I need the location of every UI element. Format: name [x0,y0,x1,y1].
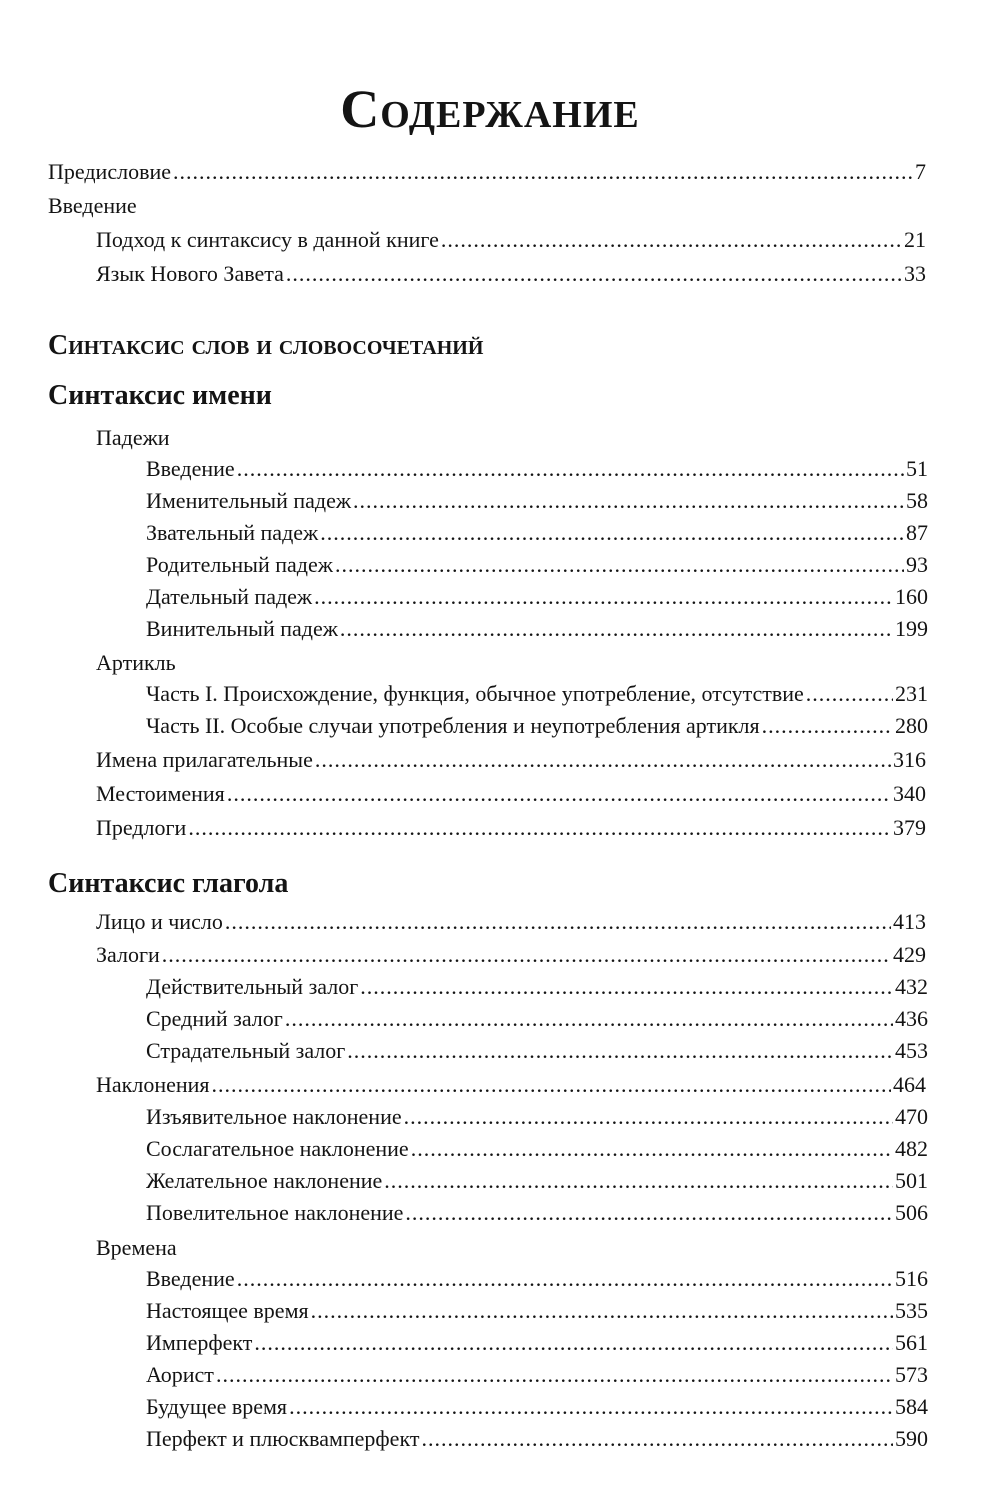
dot-leader [411,1135,893,1163]
toc-entry-article-part1[interactable] [146,680,928,708]
toc-page-number: 561 [895,1330,928,1355]
toc-entry-label: Наклонения [96,1072,210,1097]
dot-leader [405,1199,893,1227]
toc-entry-imperative[interactable] [146,1199,928,1227]
toc-entry-label: Дательный падеж [146,584,313,609]
dot-leader [227,780,891,808]
part-heading: Синтаксис слов и словосочетаний [48,330,484,361]
dot-leader [285,1005,893,1033]
toc-entry-subjunctive[interactable] [146,1135,928,1163]
dot-leader [289,1393,893,1421]
dot-leader [421,1425,893,1453]
dot-leader [225,908,891,936]
dot-leader [188,814,891,842]
dot-leader [762,712,893,740]
dot-leader [315,746,891,774]
toc-entry-moods[interactable] [96,1071,926,1099]
toc-page-number: 432 [895,974,928,999]
dot-leader [212,1071,891,1099]
toc-entry-label: Предисловие [48,159,171,184]
toc-page-number: 51 [906,456,928,481]
section-heading-nouns: Синтаксис имени [48,380,272,411]
toc-entry-label: Страдательный залог [146,1038,346,1063]
dot-leader [162,941,891,969]
toc-entry-dative[interactable] [146,583,928,611]
dot-leader [320,519,904,547]
toc-page-number: 413 [893,909,926,934]
toc-page-number: 535 [895,1298,928,1323]
dot-leader [314,583,893,611]
dot-leader [360,973,893,1001]
page-title: Содержание [340,79,640,139]
toc-entry-genitive[interactable] [146,551,928,579]
toc-entry-voices[interactable] [96,941,926,969]
toc-entry-optative[interactable] [146,1167,928,1195]
toc-entry-prepositions[interactable] [96,814,926,842]
toc-group-tenses: Времена [96,1235,177,1260]
dot-leader [173,158,913,186]
toc-entry-label: Введение [146,1266,235,1291]
toc-entry-language[interactable] [96,260,926,288]
toc-page-number: 199 [895,616,928,641]
dot-leader [286,260,902,288]
toc-entry-label: Повелительное наклонение [146,1200,404,1225]
toc-entry-label: Именительный падеж [146,488,352,513]
toc-group-article: Артикль [96,650,176,675]
dot-leader [340,615,893,643]
toc-entry-preface[interactable] [48,158,926,186]
toc-page-number: 429 [893,942,926,967]
dot-leader [441,226,902,254]
toc-entry-vocative[interactable] [146,519,928,547]
toc-entry-pronouns[interactable] [96,780,926,808]
toc-page-number: 58 [906,488,928,513]
dot-leader [347,1037,893,1065]
toc-page-number: 33 [904,261,926,286]
toc-entry-tenses-intro[interactable] [146,1265,928,1293]
dot-leader [353,487,904,515]
section-heading-verbs: Синтаксис глагола [48,868,289,899]
toc-entry-label: Будущее время [146,1394,288,1419]
toc-entry-cases-intro[interactable] [146,455,928,483]
dot-leader [384,1167,893,1195]
toc-entry-adjectives[interactable] [96,746,926,774]
toc-page-number: 584 [895,1394,928,1419]
toc-entry-aorist[interactable] [146,1361,928,1389]
toc-page-number: 470 [895,1104,928,1129]
toc-page-number: 464 [893,1072,926,1097]
toc-entry-label: Сослагательное наклонение [146,1136,409,1161]
toc-page-number: 506 [895,1200,928,1225]
toc-page-number: 160 [895,584,928,609]
toc-entry-passive[interactable] [146,1037,928,1065]
toc-page-number: 590 [895,1426,928,1451]
toc-page-number: 231 [895,681,928,706]
toc-entry-imperfect[interactable] [146,1329,928,1357]
dot-leader [806,680,893,708]
toc-entry-person[interactable] [96,908,926,936]
dot-leader [237,1265,893,1293]
toc-entry-label: Предлоги [96,815,187,840]
toc-entry-middle[interactable] [146,1005,928,1033]
toc-entry-article-part2[interactable] [146,712,928,740]
toc-group-introduction: Введение [48,193,137,218]
toc-entry-future[interactable] [146,1393,928,1421]
dot-leader [404,1103,893,1131]
toc-page-number: 316 [893,747,926,772]
toc-entry-label: Желательное наклонение [146,1168,383,1193]
toc-entry-label: Имена прилагательные [96,747,313,772]
toc-entry-label: Аорист [146,1362,214,1387]
toc-entry-perfect[interactable] [146,1425,928,1453]
toc-page-number: 87 [906,520,928,545]
toc-entry-label: Залоги [96,942,160,967]
toc-entry-present[interactable] [146,1297,928,1325]
dot-leader [237,455,904,483]
toc-entry-label: Звательный падеж [146,520,319,545]
toc-page-number: 21 [904,227,926,252]
toc-page-number: 453 [895,1038,928,1063]
toc-entry-label: Лицо и число [96,909,223,934]
toc-entry-label: Изъявительное наклонение [146,1104,402,1129]
dot-leader [335,551,904,579]
toc-entry-label: Часть I. Происхождение, функция, обычное употребление, отсутствие [146,681,804,706]
toc-entry-approach[interactable] [96,226,926,254]
toc-page-number: 573 [895,1362,928,1387]
dot-leader [311,1297,893,1325]
toc-entry-label: Подход к синтаксису в данной книге [96,227,439,252]
toc-page-number: 482 [895,1136,928,1161]
toc-entry-label: Средний залог [146,1006,283,1031]
dot-leader [254,1329,893,1357]
toc-page-number: 436 [895,1006,928,1031]
toc-entry-label: Часть II. Особые случаи употребления и неупотребления артикля [146,713,760,738]
toc-entry-label: Винительный падеж [146,616,338,641]
toc-page-number: 93 [906,552,928,577]
toc-entry-label: Введение [146,456,235,481]
toc-entry-active[interactable] [146,973,928,1001]
toc-entry-label: Настоящее время [146,1298,309,1323]
toc-entry-label: Родительный падеж [146,552,333,577]
dot-leader [216,1361,893,1389]
toc-entry-indicative[interactable] [146,1103,928,1131]
toc-page-number: 280 [895,713,928,738]
toc-page-number: 379 [893,815,926,840]
toc-entry-nominative[interactable] [146,487,928,515]
toc-entry-label: Перфект и плюсквамперфект [146,1426,420,1451]
toc-entry-label: Действительный залог [146,974,359,999]
toc-group-cases: Падежи [96,425,170,450]
toc-page-number: 516 [895,1266,928,1291]
toc-entry-label: Имперфект [146,1330,253,1355]
toc-entry-accusative[interactable] [146,615,928,643]
toc-entry-label: Местоимения [96,781,225,806]
toc-page-number: 501 [895,1168,928,1193]
toc-page-number: 340 [893,781,926,806]
toc-page-number: 7 [915,159,926,184]
toc-entry-label: Язык Нового Завета [96,261,284,286]
